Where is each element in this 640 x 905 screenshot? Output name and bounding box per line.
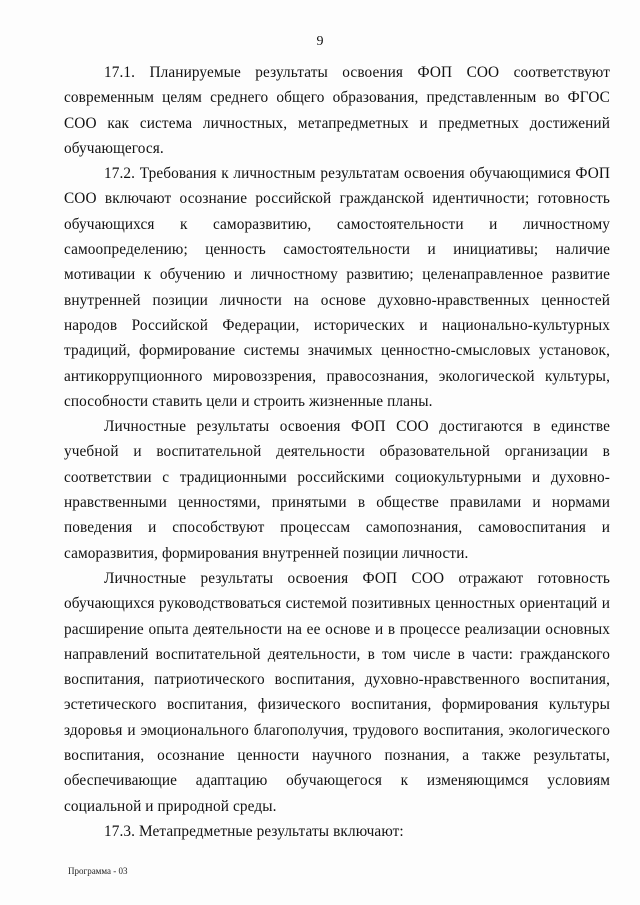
footer-program-label: Программа - 03 <box>68 866 128 876</box>
page-number: 9 <box>316 34 324 49</box>
paragraph-17-3: 17.3. Метапредметные результаты включают: <box>104 822 404 840</box>
document-body <box>64 60 610 844</box>
paragraph-17-2: 17.2. Требования к личностным результатам освоения обучающимися ФОП СОО включают осознание российской гражданской идентичности; готовность обучающихся к саморазвитию, самостоятельности и личностному самоопределению; ценность самостоятельности и инициативы; наличие мотивации к обучению и личностному развитию; целенаправленное развитие внутренней позиции личности на основе духовно-нравственных ценностей народов Российской Федерации, исторических и национально-культурных традиций, формирование системы значимых ценностно-смысловых установок, антикоррупционного мировоззрения, правосознания, экологической культуры, способности ставить цели и строить жизненные планы. <box>64 165 610 410</box>
paragraph-personal-results-unity: Личностные результаты освоения ФОП СОО достигаются в единстве учебной и воспитательной деятельности образовательной организации в соответствии с традиционными российскими социокультурными и духовно-нравственными ценностями, принятыми в обществе правилами и нормами поведения и способствуют процессам самопознания, самовоспитания и саморазвития, формирования внутренней позиции личности. <box>64 418 610 562</box>
paragraph-personal-results-readiness: Личностные результаты освоения ФОП СОО отражают готовность обучающихся руководствоваться системой позитивных ценностных ориентаций и расширение опыта деятельности на ее основе и в процессе реализации основных направлений воспитательной деятельности, в том числе в части: гражданского воспитания, патриотического воспитания, духовно-нравственного воспитания, эстетического воспитания, физического воспитания, формирования культуры здоровья и эмоционального благополучия, трудового воспитания, экологического воспитания, осознание ценности научного познания, а также результаты, обеспечивающие адаптацию обучающегося к изменяющимся условиям социальной и природной среды. <box>64 569 610 815</box>
paragraph-17-1: 17.1. Планируемые результаты освоения ФОП СОО соответствуют современным целям среднего общего образования, представленным во ФГОС СОО как система личностных, метапредметных и предметных достижений обучающегося. <box>64 64 610 157</box>
